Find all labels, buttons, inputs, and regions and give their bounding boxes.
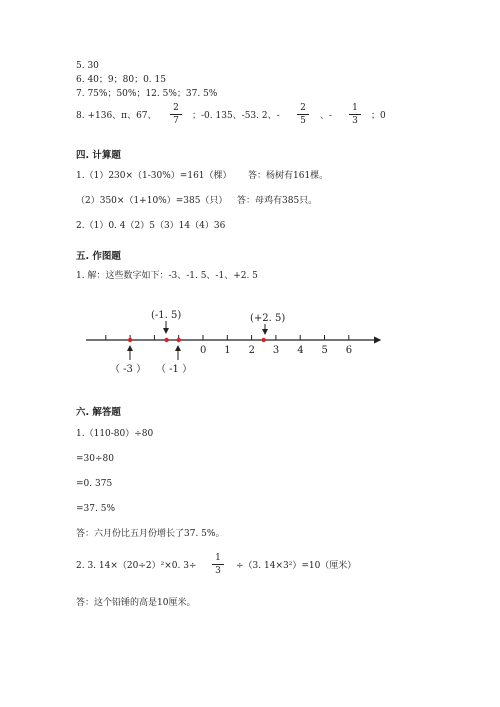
answer-8-fraction-1: [169, 103, 183, 126]
number-line-point: [177, 338, 181, 342]
answer-5: 5. 30: [76, 61, 99, 71]
number-line-tick-label: 5: [321, 345, 328, 356]
label-minus-3: （ -3 ）: [110, 364, 147, 375]
section-6-line-6a: 2. 3. 14×（20÷2）²×0. 3÷: [76, 561, 197, 571]
answer-6: 6. 40；9；80；0. 15: [76, 75, 166, 85]
section-4-line-1a: 1.（1）230×（1-30%）=161（棵）: [76, 171, 232, 181]
answer-8-fraction-2: [296, 103, 310, 126]
fraction-denominator: 3: [215, 566, 221, 576]
section-6-line-6b: ÷（3. 14×3²）=10（厘米）: [236, 561, 357, 571]
label-minus-1: （ -1 ）: [156, 364, 193, 375]
section-6-line-2: =30÷80: [76, 454, 114, 464]
section-6-fraction: [211, 553, 225, 576]
fraction-numerator: 2: [173, 103, 179, 113]
fraction-numerator: 2: [300, 103, 306, 113]
number-line-tick-label: 3: [272, 345, 280, 356]
section-6-line-4: =37. 5%: [76, 504, 115, 514]
section-6-line-7: 答：这个铅锤的高是10厘米。: [76, 598, 196, 608]
section-5-line-1: 1. 解：这些数字如下：-3、-1. 5、-1、+2. 5: [76, 271, 258, 281]
number-line-tick-label: 6: [345, 345, 353, 356]
answer-8-separator: 、-: [320, 111, 333, 121]
answer-8-fraction-3: [348, 103, 362, 126]
number-line-tick-label: 2: [248, 345, 255, 356]
number-line-point: [128, 338, 132, 342]
answer-8-prefix: 8. +136、π、67、: [76, 111, 157, 121]
section-6-line-5: 答：六月份比五月份增长了37. 5%。: [76, 529, 225, 539]
fraction-denominator: 3: [352, 116, 358, 126]
fraction-bar: [349, 114, 361, 115]
fraction-bar: [212, 564, 224, 565]
number-line-figure: [80, 300, 390, 385]
number-line-tick-label: 1: [224, 345, 231, 356]
section-4-line-1b: 答：杨树有161棵。: [248, 171, 329, 181]
label-plus-2-5: (+2. 5): [250, 313, 286, 324]
fraction-denominator: 5: [300, 116, 306, 126]
section-4-line-2b: 答：母鸡有385只。: [237, 196, 318, 206]
section-4-heading: 四. 计算题: [76, 150, 121, 161]
answer-8-end: ；0: [371, 111, 386, 121]
number-line-point: [262, 338, 266, 342]
section-6-heading: 六. 解答题: [76, 407, 121, 418]
number-line-tick-label: 0: [200, 345, 207, 356]
section-5-heading: 五. 作图题: [76, 251, 121, 262]
number-line-tick-label: 4: [297, 345, 304, 356]
number-line-ticks: [106, 335, 352, 356]
answer-8-middle: ；-0. 135、-53. 2、-: [192, 111, 280, 121]
fraction-bar: [170, 114, 182, 115]
answer-7: 7. 75%；50%；12. 5%；37. 5%: [76, 89, 218, 99]
fraction-bar: [297, 114, 309, 115]
section-6-line-3: =0. 375: [76, 479, 113, 489]
section-4-line-2a: （2）350×（1+10%）=385（只）: [76, 196, 228, 206]
number-line-point: [164, 338, 168, 342]
fraction-denominator: 7: [173, 116, 179, 126]
fraction-numerator: 1: [215, 553, 221, 563]
section-4-line-3: 2.（1）0. 4（2）5（3）14（4）36: [76, 221, 226, 231]
fraction-numerator: 1: [352, 103, 358, 113]
section-6-line-1: 1.（110-80）÷80: [76, 429, 154, 439]
label-minus-1-5: (-1. 5): [151, 310, 182, 321]
